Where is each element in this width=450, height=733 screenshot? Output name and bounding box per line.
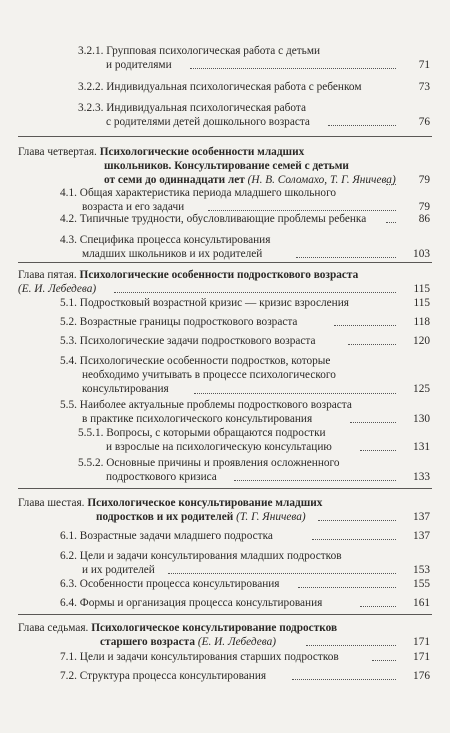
entry-title-cont: подросткового кризиса (106, 471, 217, 484)
entry-number: 7.2. (60, 670, 77, 682)
entry-number: 4.2. (60, 213, 77, 225)
page-number: 115 (413, 283, 430, 296)
dot-leader (386, 184, 396, 185)
dot-leader (190, 68, 396, 69)
entry-number: 7.1. (60, 651, 77, 663)
entry-number: 3.2.3. (78, 102, 104, 114)
toc-entry-6-1 (60, 529, 430, 543)
page-number: 76 (418, 116, 430, 129)
toc-entry-3-2-3 (78, 101, 430, 129)
page-number: 86 (418, 213, 430, 225)
dot-leader (372, 660, 396, 661)
page-number: 171 (413, 636, 430, 649)
entry-number: 5.2. (60, 316, 77, 328)
chapter-title: Психологическое консультирование подростков (91, 622, 338, 634)
chapter-authors: (Н. В. Соломахо, Т. Г. Яничева) (247, 174, 396, 187)
chapter-title-cont: школьников. Консультирование семей с детьми (104, 160, 349, 173)
toc-entry-5-1 (60, 296, 430, 310)
page-number: 71 (418, 59, 430, 72)
toc-entry-5-5-2 (78, 456, 430, 484)
dot-leader (292, 679, 396, 680)
entry-number: 5.1. (60, 297, 77, 309)
page-number: 103 (413, 248, 430, 261)
dot-leader (334, 325, 396, 326)
toc-entry-5-5 (60, 398, 430, 426)
toc-entry-7-1 (60, 650, 430, 664)
entry-title-cont: и взрослые на психологическую консультацию (106, 441, 332, 454)
toc-entry-6-3 (60, 577, 430, 591)
page-number: 137 (413, 511, 430, 524)
dot-leader (194, 393, 396, 394)
toc-entry-3-2-1 (78, 44, 430, 72)
page-number: 73 (418, 81, 430, 93)
entry-number: 5.3. (60, 335, 77, 347)
entry-title: Возрастные границы подросткового возраста (79, 316, 298, 328)
page-number: 161 (413, 597, 430, 609)
dot-leader (296, 257, 396, 258)
divider (18, 262, 432, 263)
toc-chapter-6 (18, 496, 430, 524)
page-number: 155 (413, 578, 430, 590)
entry-number: 6.4. (60, 597, 77, 609)
toc-entry-5-4 (60, 354, 430, 397)
dot-leader (360, 450, 396, 451)
entry-number: 3.2.1. (78, 45, 104, 57)
dot-leader (318, 520, 396, 521)
entry-title-cont: консультирования (82, 383, 169, 396)
entry-title: Общая характеристика периода младшего школьного (79, 187, 337, 199)
divider (18, 488, 432, 489)
dot-leader (312, 539, 396, 540)
dot-leader (328, 125, 396, 126)
entry-title: Психологические особенности подростков, которые (79, 355, 331, 367)
toc-entry-3-2-2 (78, 80, 430, 94)
toc-entry-4-3 (60, 233, 430, 261)
entry-title: Групповая психологическая работа с детьми (106, 45, 321, 57)
entry-title-cont: необходимо учитывать в процессе психологического (82, 369, 336, 382)
page-number: 118 (413, 316, 430, 328)
chapter-prefix: Глава шестая. (18, 497, 85, 509)
page-number: 79 (418, 174, 430, 187)
entry-title: Формы и организация процесса консультирования (79, 597, 323, 609)
entry-number: 4.3. (60, 234, 77, 246)
page-number: 176 (413, 670, 430, 682)
entry-title-cont: младших школьников и их родителей (82, 248, 263, 261)
divider (18, 136, 432, 137)
dot-leader (114, 292, 396, 293)
chapter-title: Психологические особенности младших (99, 146, 305, 158)
page-number: 79 (418, 201, 430, 214)
chapter-prefix: Глава пятая. (18, 269, 77, 281)
entry-number: 6.3. (60, 578, 77, 590)
dot-leader (348, 344, 396, 345)
entry-title: Структура процесса консультирования (79, 670, 267, 682)
page-number: 125 (413, 383, 430, 396)
entry-title: Возрастные задачи младшего подростка (79, 530, 273, 542)
entry-title-cont: возраста и его задачи (82, 201, 185, 214)
entry-title: Специфика процесса консультирования (79, 234, 271, 246)
entry-title: Вопросы, с которыми обращаются подростки (106, 427, 326, 439)
entry-title-cont: и родителями (106, 59, 172, 72)
chapter-title-cont: от семи до одиннадцати лет (104, 174, 245, 187)
entry-title: Наиболее актуальные проблемы подросткового возраста (79, 399, 352, 411)
dot-leader (234, 480, 396, 481)
entry-title-cont: в практике психологического консультирования (82, 413, 313, 426)
toc-chapter-5 (18, 268, 430, 296)
entry-title-cont: с родителями детей дошкольного возраста (106, 116, 310, 129)
entry-title: Цели и задачи консультирования младших подростков (79, 550, 342, 562)
toc-entry-6-4 (60, 596, 430, 610)
entry-title: Особенности процесса консультирования (79, 578, 280, 590)
chapter-title: Психологические особенности подросткового возраста (79, 269, 359, 281)
entry-title: Индивидуальная психологическая работа с ребенком (106, 81, 362, 93)
entry-title: Типичные трудности, обусловливающие проблемы ребенка (79, 213, 367, 225)
entry-number: 5.5. (60, 399, 77, 411)
page-number: 171 (413, 651, 430, 663)
toc-entry-7-2 (60, 669, 430, 683)
toc-entry-5-5-1 (78, 426, 430, 454)
dot-leader (350, 422, 396, 423)
entry-number: 5.5.2. (78, 457, 104, 469)
chapter-title: Психологическое консультирование младших (87, 497, 323, 509)
toc-chapter-4 (18, 145, 430, 188)
chapter-title-cont: подростков и их родителей (96, 511, 234, 524)
entry-title: Индивидуальная психологическая работа (106, 102, 306, 114)
divider (18, 614, 432, 615)
entry-title: Цели и задачи консультирования старших подростков (79, 651, 339, 663)
page-number: 153 (413, 564, 430, 577)
page-number: 137 (413, 530, 430, 542)
dot-leader (386, 222, 396, 223)
entry-number: 5.5.1. (78, 427, 104, 439)
toc-chapter-7 (18, 621, 430, 649)
toc-entry-6-2 (60, 549, 430, 577)
entry-title: Психологические задачи подросткового возраста (79, 335, 316, 347)
toc-entry-5-3 (60, 334, 430, 348)
page-number: 130 (413, 413, 430, 426)
entry-title-cont: и их родителей (82, 564, 155, 577)
dot-leader (168, 573, 396, 574)
toc-entry-4-2 (60, 212, 430, 226)
dot-leader (306, 645, 396, 646)
page-number: 120 (413, 335, 430, 347)
page-number: 115 (413, 297, 430, 309)
chapter-title-cont: старшего возраста (100, 636, 195, 649)
entry-number: 3.2.2. (78, 81, 104, 93)
page-number: 133 (413, 471, 430, 484)
dot-leader (360, 606, 396, 607)
entry-number: 6.1. (60, 530, 77, 542)
entry-title: Основные причины и проявления осложненного (106, 457, 340, 469)
page-number: 131 (413, 441, 430, 454)
entry-number: 4.1. (60, 187, 77, 199)
toc-entry-4-1 (60, 186, 430, 214)
dot-leader (298, 587, 396, 588)
chapter-prefix: Глава седьмая. (18, 622, 89, 634)
entry-number: 5.4. (60, 355, 77, 367)
entry-title: Подростковый возрастной кризис — кризис взросления (79, 297, 349, 309)
toc-entry-5-2 (60, 315, 430, 329)
chapter-prefix: Глава четвертая. (18, 146, 97, 158)
chapter-authors: (Е. И. Лебедева) (18, 283, 97, 296)
chapter-authors: (Е. И. Лебедева) (197, 636, 276, 649)
chapter-authors: (Т. Г. Яничева) (236, 511, 306, 524)
entry-number: 6.2. (60, 550, 77, 562)
